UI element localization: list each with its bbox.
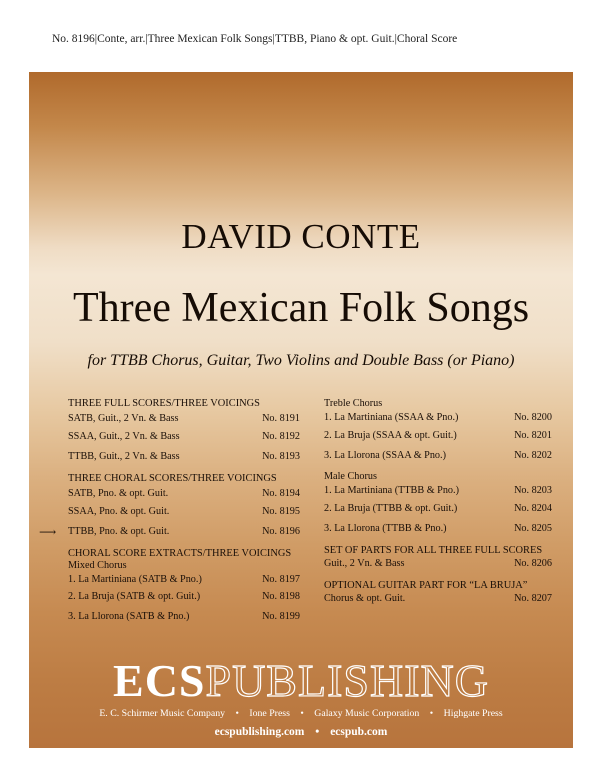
item-number: No. 8194 xyxy=(262,488,300,499)
subheading-treble-chorus: Treble Chorus xyxy=(324,398,383,409)
catalog-row xyxy=(324,557,552,570)
item-label: 1. La Martiniana (SSAA & Pno.) xyxy=(324,412,459,423)
item-number: No. 8205 xyxy=(514,523,552,534)
item-number: No. 8203 xyxy=(514,485,552,496)
item-label: 1. La Martiniana (SATB & Pno.) xyxy=(68,574,202,585)
bullet-separator: • xyxy=(300,708,304,719)
catalog-row xyxy=(68,410,300,427)
publisher-imprints xyxy=(29,708,573,719)
bullet-separator: • xyxy=(429,708,434,719)
item-label: Guit., 2 Vn. & Bass xyxy=(324,558,405,569)
bullet-separator: • xyxy=(315,726,320,738)
catalog-row xyxy=(324,426,552,446)
imprint: Galaxy Music Corporation xyxy=(314,708,420,719)
item-number: No. 8202 xyxy=(514,450,552,461)
catalog-row xyxy=(68,607,300,627)
catalog-row xyxy=(324,483,552,499)
imprint: E. C. Schirmer Music Company xyxy=(99,708,226,719)
item-label: TTBB, Guit., 2 Vn. & Bass xyxy=(68,451,180,462)
cover-page xyxy=(29,72,573,748)
item-number: No. 8191 xyxy=(262,413,300,424)
section-heading-choral-scores: THREE CHORAL SCORES/THREE VOICINGS xyxy=(68,473,277,484)
composer-name: DAVID CONTE xyxy=(181,217,421,256)
item-number: No. 8206 xyxy=(514,558,552,569)
item-number: No. 8195 xyxy=(262,506,300,517)
item-number: No. 8193 xyxy=(262,451,300,462)
item-label: 3. La Llorona (SSAA & Pno.) xyxy=(324,450,446,461)
item-label: TTBB, Pno. & opt. Guit. xyxy=(68,526,170,537)
section-heading-extracts: CHORAL SCORE EXTRACTS/THREE VOICINGS xyxy=(68,548,292,559)
item-label: SSAA, Guit., 2 Vn. & Bass xyxy=(68,431,180,442)
item-label: 2. La Bruja (SATB & opt. Guit.) xyxy=(68,591,201,602)
catalog-row xyxy=(68,572,300,587)
logo-ecs: ECS xyxy=(113,655,206,706)
website-link[interactable]: ecspub.com xyxy=(330,726,388,738)
subheading-mixed-chorus: Mixed Chorus xyxy=(68,560,127,571)
arrow-right-icon: ⟶ xyxy=(39,525,57,539)
catalog-row xyxy=(68,485,300,502)
item-number: No. 8201 xyxy=(514,430,552,441)
website-link[interactable]: ecspublishing.com xyxy=(214,726,305,738)
work-title: Three Mexican Folk Songs xyxy=(72,285,530,331)
catalog-row xyxy=(324,592,552,605)
item-label: Chorus & opt. Guit. xyxy=(324,593,406,604)
section-heading-full-scores: THREE FULL SCORES/THREE VOICINGS xyxy=(68,398,260,409)
catalog-row xyxy=(324,410,552,426)
imprint: Highgate Press xyxy=(443,708,503,719)
catalog-row xyxy=(324,446,552,466)
item-number: No. 8200 xyxy=(514,412,552,423)
bullet-separator: • xyxy=(235,708,239,719)
item-number: No. 8199 xyxy=(262,611,300,622)
publisher-logo xyxy=(29,655,573,706)
catalog-right-column xyxy=(324,398,552,605)
item-label: 1. La Martiniana (TTBB & Pno.) xyxy=(324,485,459,496)
item-label: SATB, Pno. & opt. Guit. xyxy=(68,488,169,499)
catalog-row xyxy=(68,587,300,607)
item-label: 2. La Bruja (TTBB & opt. Guit.) xyxy=(324,503,458,514)
item-label: SSAA, Pno. & opt. Guit. xyxy=(68,506,170,517)
item-label: 3. La Llorona (SATB & Pno.) xyxy=(68,611,190,622)
item-number: No. 8207 xyxy=(514,593,552,604)
item-number: No. 8192 xyxy=(262,431,300,442)
catalog-row xyxy=(324,519,552,539)
catalog-row xyxy=(68,427,300,447)
item-label: SATB, Guit., 2 Vn. & Bass xyxy=(68,413,179,424)
catalog-row xyxy=(324,499,552,519)
item-label: 3. La Llorona (TTBB & Pno.) xyxy=(324,523,447,534)
catalog-row xyxy=(68,502,300,522)
section-heading-parts: SET OF PARTS FOR ALL THREE FULL SCORES xyxy=(324,545,543,556)
item-label: 2. La Bruja (SSAA & opt. Guit.) xyxy=(324,430,457,441)
publisher-websites xyxy=(29,726,573,738)
item-number: No. 8196 xyxy=(262,526,300,537)
catalog-left-column xyxy=(39,398,300,627)
subheading-male-chorus: Male Chorus xyxy=(324,471,377,482)
logo-publishing: PUBLISHING xyxy=(205,655,489,706)
imprint: Ione Press xyxy=(249,708,290,719)
catalog-header: No. 8196|Conte, arr.|Three Mexican Folk Songs|TTBB, Piano & opt. Guit.|Choral Score xyxy=(52,33,458,45)
work-subtitle: for TTBB Chorus, Guitar, Two Violins and Double Bass (or Piano) xyxy=(87,352,515,369)
item-number: No. 8197 xyxy=(262,574,300,585)
catalog-row-current xyxy=(39,522,300,542)
item-number: No. 8204 xyxy=(514,503,552,514)
section-heading-guitar-part: OPTIONAL GUITAR PART FOR “LA BRUJA” xyxy=(324,580,528,591)
catalog-row xyxy=(68,447,300,467)
item-number: No. 8198 xyxy=(262,591,300,602)
